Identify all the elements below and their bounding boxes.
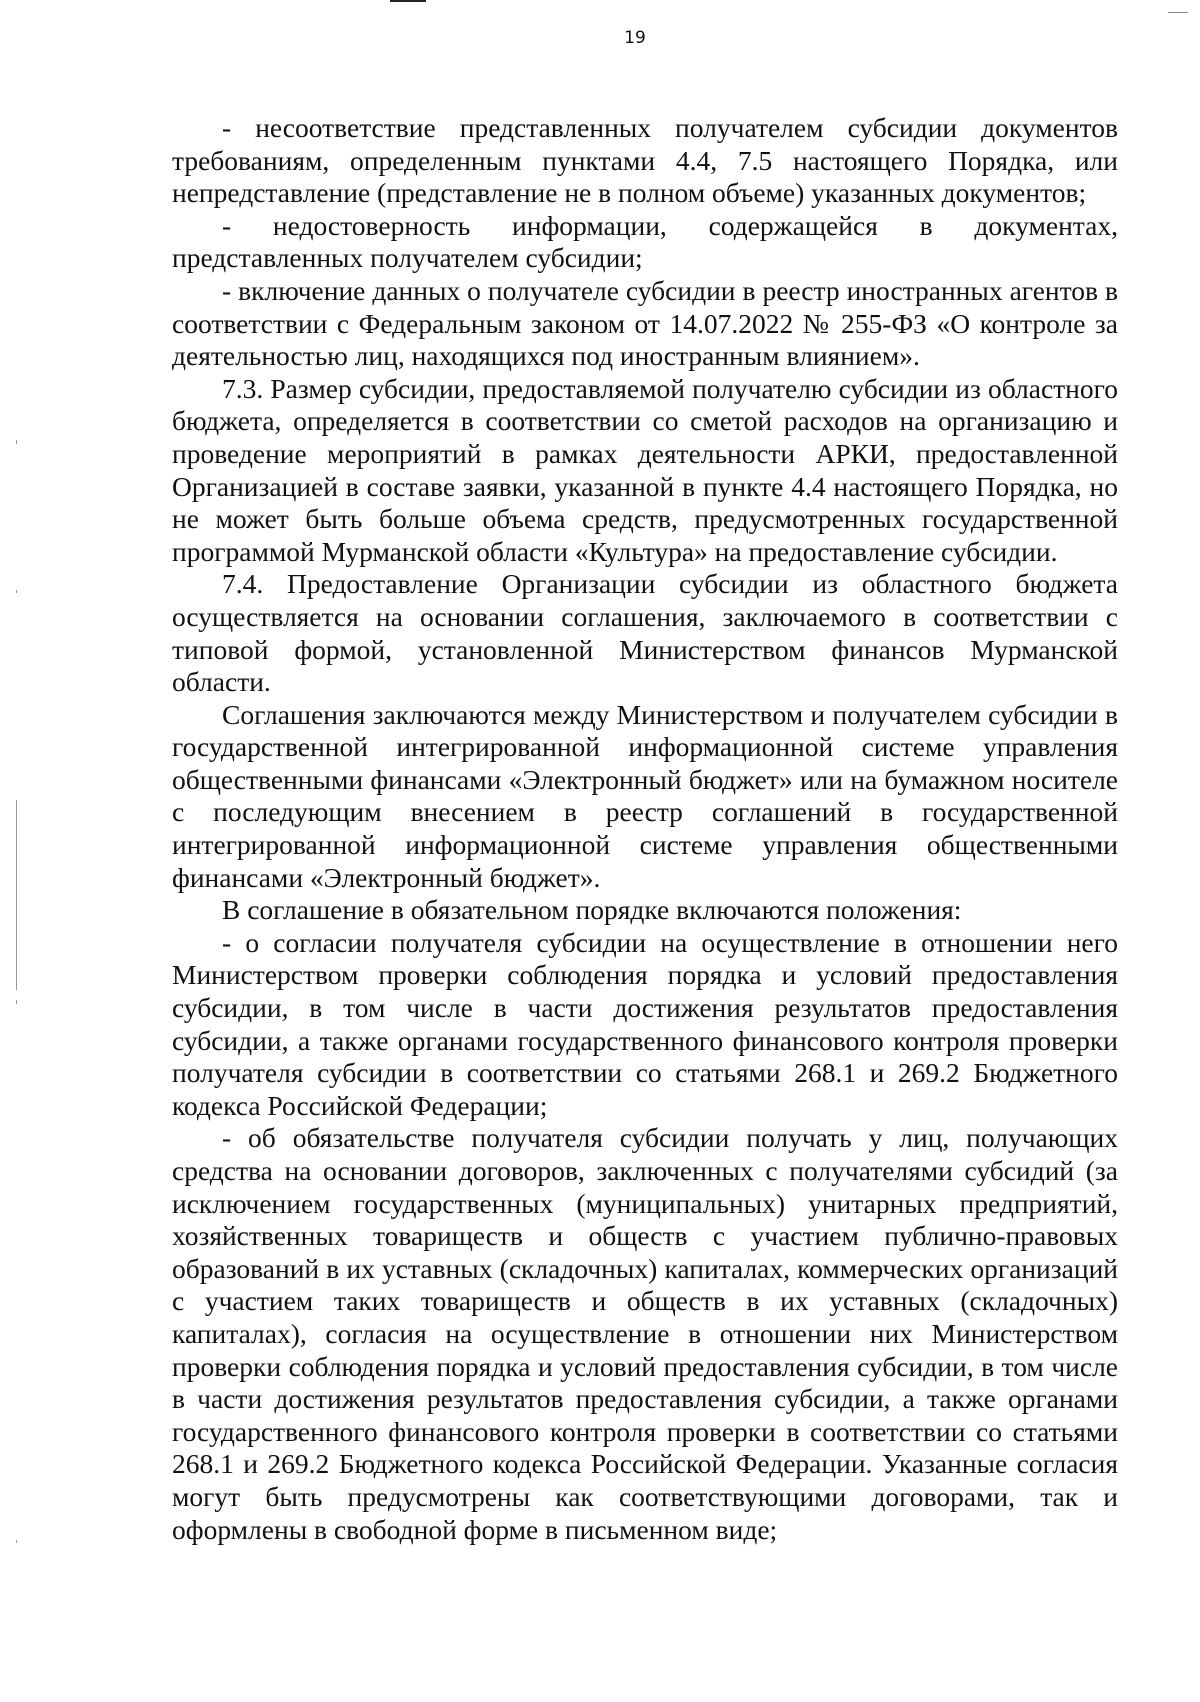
paragraph-item: - несоответствие представленных получателем субсидии документов требованиям, определенным пунктами 4.4, 7.5 настоящего Порядка, или непредставление (представление не в полном объеме) указанных документов; (172, 112, 1118, 209)
document-body (172, 112, 1118, 1546)
scan-margin-mark (16, 440, 17, 444)
paragraph-item: - об обязательстве получателя субсидии получать у лиц, получающих средства на основании договоров, заключенных с получателями субсидий (за исключением государственных (муниципальных) унитарных предприятий, хозяйственных товариществ и обществ с участием публично-правовых образований в их уставных (складочных) капиталах, коммерческих организаций с участием таких товариществ и обществ в их уставных (складочных) капиталах), согласия на осуществление в отношении них Министерством проверки соблюдения порядка и условий предоставления субсидии, в том числе в части достижения результатов предоставления субсидии, а также органами государственного финансового контроля проверки в соответствии со статьями 268.1 и 269.2 Бюджетного кодекса Российской Федерации. Указанные согласия могут быть предусмотрены как соответствующими договорами, так и оформлены в свободной форме в письменном виде; (172, 1122, 1118, 1545)
page-number: 19 (624, 28, 646, 48)
scan-margin-mark (16, 800, 17, 990)
paragraph-item: - включение данных о получателе субсидии в реестр иностранных агентов в соответствии с Федеральным законом от 14.07.2022 № 255-ФЗ «О контроле за деятельностью лиц, находящихся под иностранным влиянием». (172, 274, 1118, 372)
paragraph-item: 7.4. Предоставление Организации субсидии из областного бюджета осуществляется на основании соглашения, заключаемого в соответствии с типовой формой, установленной Министерством финансов Мурманской области. (172, 568, 1118, 698)
paragraph-item: - недостоверность информации, содержащейся в документах, представленных получателем субсидии; (172, 209, 1118, 274)
paragraph-item: - о согласии получателя субсидии на осуществление в отношении него Министерством проверки соблюдения порядка и условий предоставления субсидии, в том числе в части достижения результатов предоставления субсидии, а также органами государственного финансового контроля проверки получателя субсидии в соответствии со статьями 268.1 и 269.2 Бюджетного кодекса Российской Федерации; (172, 926, 1118, 1121)
scan-margin-mark (16, 1540, 17, 1543)
paragraph-item: 7.3. Размер субсидии, предоставляемой получателю субсидии из областного бюджета, определяется в соответствии со сметой расходов на организацию и проведение мероприятий в рамках деятельности АРКИ, предоставленной Организацией в составе заявки, указанной в пункте 4.4 настоящего Порядка, но не может быть больше объема средств, предусмотренных государственной программой Мурманской области «Культура» на предоставление субсидии. (172, 372, 1118, 567)
paragraph-item: Соглашения заключаются между Министерством и получателем субсидии в государственной интегрированной информационной системе управления общественными финансами «Электронный бюджет» или на бумажном носителе с последующим внесением в реестр соглашений в государственной интегрированной информационной системе управления общественными финансами «Электронный бюджет». (172, 698, 1118, 893)
scan-top-mark (390, 0, 426, 2)
scan-corner-mark (1168, 12, 1188, 13)
scan-margin-mark (16, 590, 17, 593)
scan-margin-mark (16, 1000, 17, 1004)
paragraph-item: В соглашение в обязательном порядке включаются положения: (222, 894, 962, 926)
